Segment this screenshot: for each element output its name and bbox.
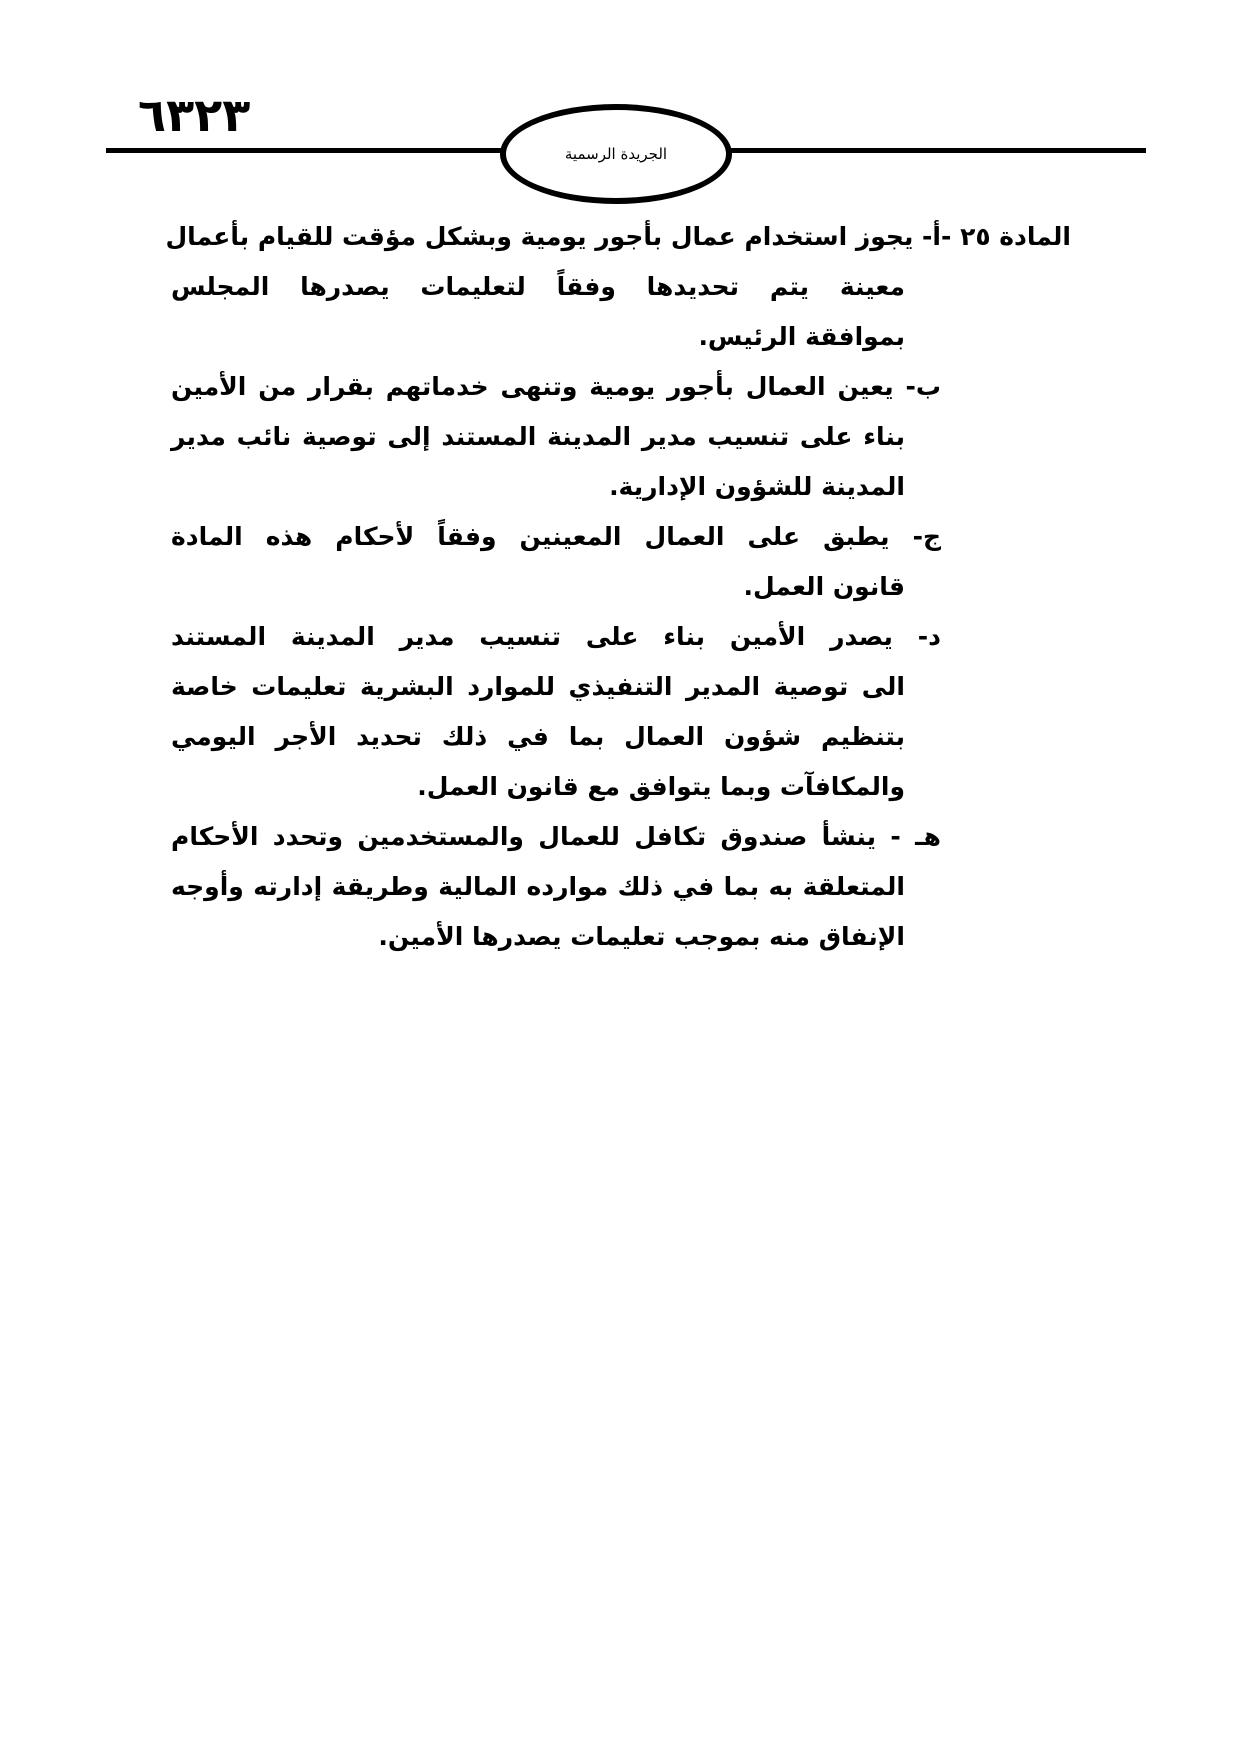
clause-e-line-3: الإنفاق منه بموجب تعليمات يصدرها الأمين. xyxy=(378,922,905,951)
gazette-title: الجريدة الرسمية xyxy=(564,145,668,163)
clause-a-line-3: بموافقة الرئيس. xyxy=(698,322,905,351)
clause-c-line-2: قانون العمل. xyxy=(743,572,905,601)
clause-d-line-3: بتنظيم شؤون العمال بما في ذلك تحديد الأجر اليومي xyxy=(171,722,905,751)
article-label: المادة ٢٥ - xyxy=(940,222,1071,251)
gazette-title-oval xyxy=(500,104,732,204)
clause-e-line-1: هـ - ينشأ صندوق تكافل للعمال والمستخدمين وتحدد الأحكام xyxy=(171,822,941,851)
clause-e-line-2: المتعلقة به بما في ذلك موارده المالية وطريقة إدارته وأوجه xyxy=(171,872,905,901)
page-number: ٦٣٢٣ xyxy=(138,88,251,142)
clause-d-line-2: الى توصية المدير التنفيذي للموارد البشرية تعليمات خاصة xyxy=(171,672,905,701)
clause-b-line-3: المدينة للشؤون الإدارية. xyxy=(609,472,905,501)
clause-a-line-1: أ- يجوز استخدام عمال بأجور يومية وبشكل مؤقت للقيام بأعمال xyxy=(165,222,941,251)
clause-b-line-1: ب- يعين العمال بأجور يومية وتنهى خدماتهم بقرار من الأمين xyxy=(171,372,941,401)
clause-b-line-2: بناء على تنسيب مدير المدينة المستند إلى توصية نائب مدير xyxy=(171,422,905,451)
clause-d-line-4: والمكافآت وبما يتوافق مع قانون العمل. xyxy=(417,772,905,801)
clause-d-line-1: د- يصدر الأمين بناء على تنسيب مدير المدينة المستند xyxy=(171,622,941,651)
clause-a-line-2: معينة يتم تحديدها وفقاً لتعليمات يصدرها المجلس xyxy=(171,272,905,301)
clause-c-line-1: ج- يطبق على العمال المعينين وفقاً لأحكام هذه المادة xyxy=(171,522,941,551)
